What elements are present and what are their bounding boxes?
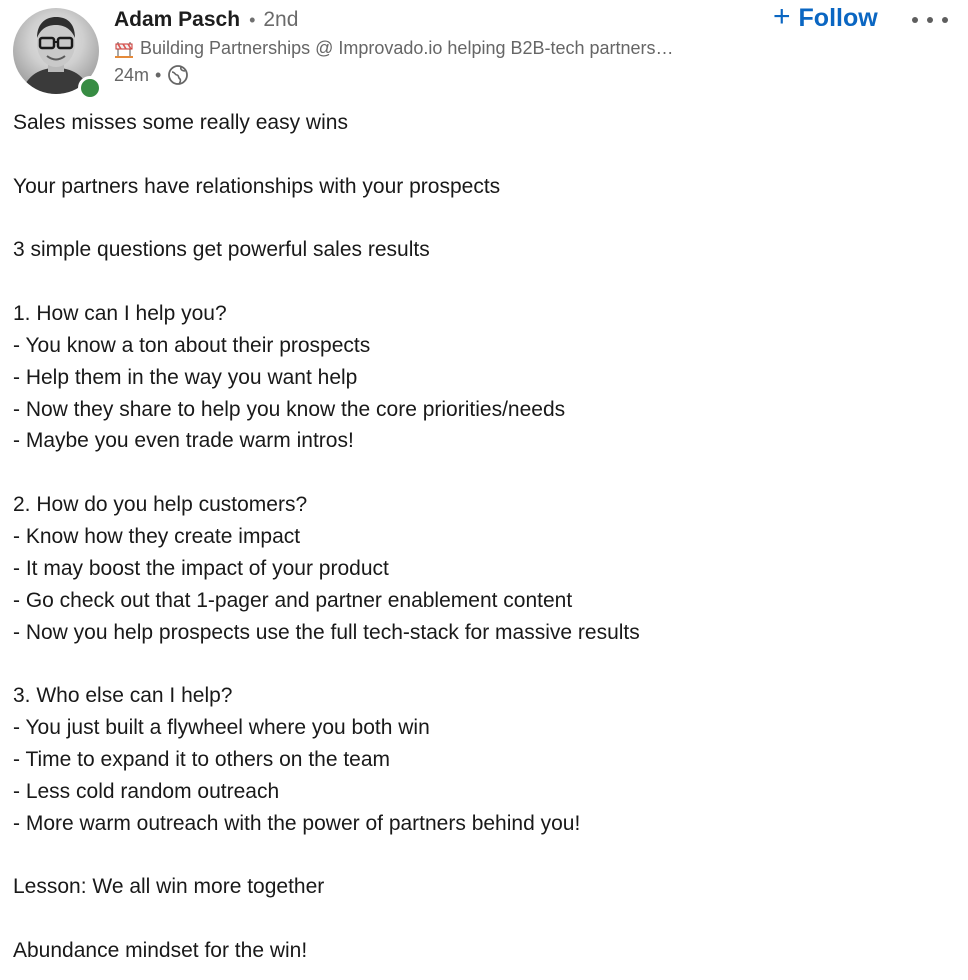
plus-icon: +	[773, 0, 791, 33]
post-line: - Time to expand it to others on the team	[13, 747, 391, 771]
post-line: - You know a ton about their prospects	[13, 333, 371, 357]
post-line: - You just built a flywheel where you both win	[13, 716, 430, 740]
post-line: Lesson: We all win more together	[13, 875, 325, 899]
author-name[interactable]: Adam Pasch	[114, 8, 241, 31]
author-headline	[114, 38, 754, 59]
more-dots-icon	[942, 17, 948, 23]
blank-line	[13, 139, 953, 171]
blank-line	[13, 457, 953, 489]
blank-line	[13, 903, 953, 935]
more-dots-icon	[912, 17, 918, 23]
post-line: Abundance mindset for the win!	[13, 938, 308, 962]
post-line: 3 simple questions get powerful sales results	[13, 238, 430, 262]
blank-line	[13, 266, 953, 298]
post-line: - Go check out that 1-pager and partner enablement content	[13, 588, 573, 612]
more-options-button[interactable]	[910, 8, 950, 32]
post-line: - Maybe you even trade warm intros!	[13, 429, 354, 453]
post-line: 2. How do you help customers?	[13, 493, 308, 517]
blank-line	[13, 839, 953, 871]
more-dots-icon	[927, 17, 933, 23]
post-text	[13, 107, 953, 967]
construction-barrier-icon	[114, 39, 134, 59]
follow-label: Follow	[798, 4, 878, 32]
blank-line	[13, 203, 953, 235]
post-line: Your partners have relationships with your prospects	[13, 174, 501, 198]
post-line: - It may boost the impact of your product	[13, 556, 389, 580]
headline-text: Building Partnerships @ Improvado.io helping B2B-tech partners…	[140, 38, 674, 58]
post-timestamp[interactable]: 24m	[114, 64, 150, 85]
globe-icon	[167, 64, 189, 86]
post-line: 3. Who else can I help?	[13, 684, 233, 708]
post-line: - More warm outreach with the power of partners behind you!	[13, 811, 581, 835]
author-avatar[interactable]	[13, 8, 101, 96]
post-line: - Less cold random outreach	[13, 779, 280, 803]
post-line: - Now they share to help you know the core priorities/needs	[13, 397, 566, 421]
meta-separator: •	[155, 64, 162, 85]
follow-button[interactable]	[773, 0, 878, 33]
online-status-indicator	[78, 76, 102, 100]
post-line: 1. How can I help you?	[13, 302, 227, 326]
post-line: - Know how they create impact	[13, 524, 301, 548]
blank-line	[13, 648, 953, 680]
connection-degree: 2nd	[263, 8, 299, 31]
post-line: - Now you help prospects use the full tech-stack for massive results	[13, 620, 640, 644]
post-line: - Help them in the way you want help	[13, 365, 358, 389]
post-meta	[114, 64, 189, 86]
connection-separator: •	[249, 10, 256, 30]
post-line: Sales misses some really easy wins	[13, 111, 348, 134]
author-name-row	[114, 8, 298, 32]
